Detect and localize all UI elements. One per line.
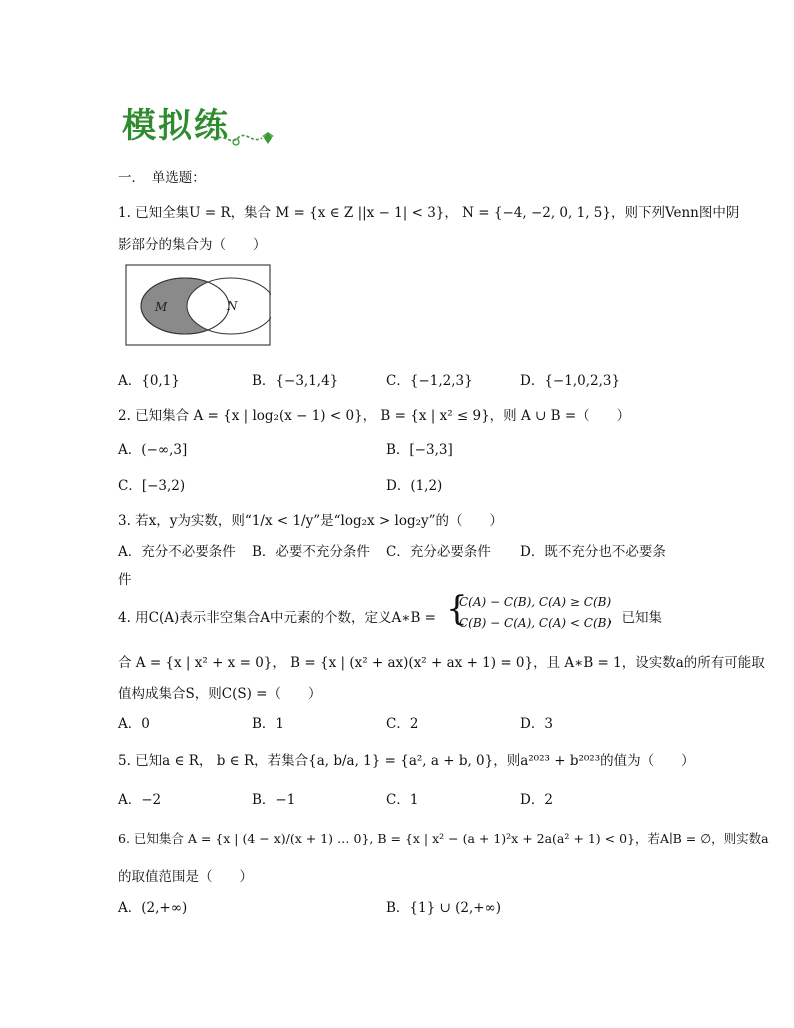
question-5-text: 5. 已知a ∈ R， b ∈ R，若集合{a, b/a, 1} = {a², a + b, 0}，则a²⁰²³ + b²⁰²³的值为（ ） [118, 753, 695, 769]
question-4-text-line2: 合 A = {x | x² + x = 0}， B = {x | (x² + ax)(x² + ax + 1) = 0}，且 A∗B = 1，设实数a的所有可能取 [118, 655, 765, 671]
question-3-option-c[interactable]: C．充分必要条件 [386, 544, 491, 560]
question-5-option-b[interactable]: B．−1 [252, 792, 296, 808]
question-1-option-c[interactable]: C．{−1,2,3} [386, 373, 473, 389]
venn-diagram [125, 264, 271, 346]
question-5-option-a[interactable]: A．−2 [118, 792, 162, 808]
question-4-option-a[interactable]: A．0 [118, 716, 150, 732]
page-title: 模拟练 [122, 106, 230, 146]
venn-label-n: N [227, 299, 238, 313]
question-3-option-d[interactable]: D．既不充分也不必要条 [520, 544, 666, 560]
question-4-option-b[interactable]: B．1 [252, 716, 285, 732]
question-5-option-c[interactable]: C．1 [386, 792, 419, 808]
question-4-option-d[interactable]: D．3 [520, 716, 553, 732]
question-6-text-line1: 6. 已知集合 A = {x | (4 − x)/(x + 1) … 0}, B = {x | x² − (a + 1)²x + 2a(a² + 1) < 0}，若A∣B = ∅，则实数a [118, 831, 769, 846]
question-3-option-a[interactable]: A．充分不必要条件 [118, 544, 236, 560]
question-5-option-d[interactable]: D．2 [520, 792, 553, 808]
venn-label-m: M [155, 300, 168, 314]
question-4-option-c[interactable]: C．2 [386, 716, 419, 732]
question-6-text-line2: 的取值范围是（ ） [118, 869, 253, 885]
question-1-option-a[interactable]: A．{0,1} [118, 373, 180, 389]
question-4-text-line1a: 4. 用C(A)表示非空集合A中元素的个数，定义A∗B = [118, 610, 436, 626]
piecewise-case-2: C(B) − C(A), C(A) < C(B) [459, 616, 612, 630]
question-4-text-line1b: ，已知集 [608, 610, 662, 626]
question-3-option-b[interactable]: B．必要不充分条件 [252, 544, 370, 560]
question-2-option-c[interactable]: C．[−3,2) [118, 478, 186, 494]
flourish-decoration [212, 126, 282, 150]
question-6-option-a[interactable]: A．(2,+∞) [118, 900, 188, 916]
question-1-option-d[interactable]: D．{−1,0,2,3} [520, 373, 621, 389]
question-1-text-line2: 影部分的集合为（ ） [118, 237, 267, 253]
question-4-text-line3: 值构成集合S，则C(S) =（ ） [118, 686, 322, 702]
question-2-option-b[interactable]: B．[−3,3] [386, 442, 453, 458]
section-heading: 一． 单选题： [118, 170, 206, 186]
question-2-option-a[interactable]: A．(−∞,3] [118, 442, 188, 458]
question-3-option-d-wrap: 件 [118, 572, 132, 588]
question-6-option-b[interactable]: B．{1} ∪ (2,+∞) [386, 900, 502, 916]
piecewise-case-1: C(A) − C(B), C(A) ≥ C(B) [459, 595, 612, 609]
question-3-text: 3. 若x，y为实数，则“1/x < 1/y”是“log₂x > log₂y”的（ ） [118, 513, 504, 529]
question-1-text-line1: 1. 已知全集U = R，集合 M = {x ∈ Z ||x − 1| < 3}， N = {−4, −2, 0, 1, 5}，则下列Venn图中阴 [118, 205, 740, 221]
question-2-text: 2. 已知集合 A = {x | log₂(x − 1) < 0}， B = {x | x² ≤ 9}，则 A ∪ B =（ ） [118, 408, 631, 424]
question-1-option-b[interactable]: B．{−3,1,4} [252, 373, 339, 389]
piecewise-brace: { [446, 589, 468, 629]
question-2-option-d[interactable]: D．(1,2) [386, 478, 443, 494]
